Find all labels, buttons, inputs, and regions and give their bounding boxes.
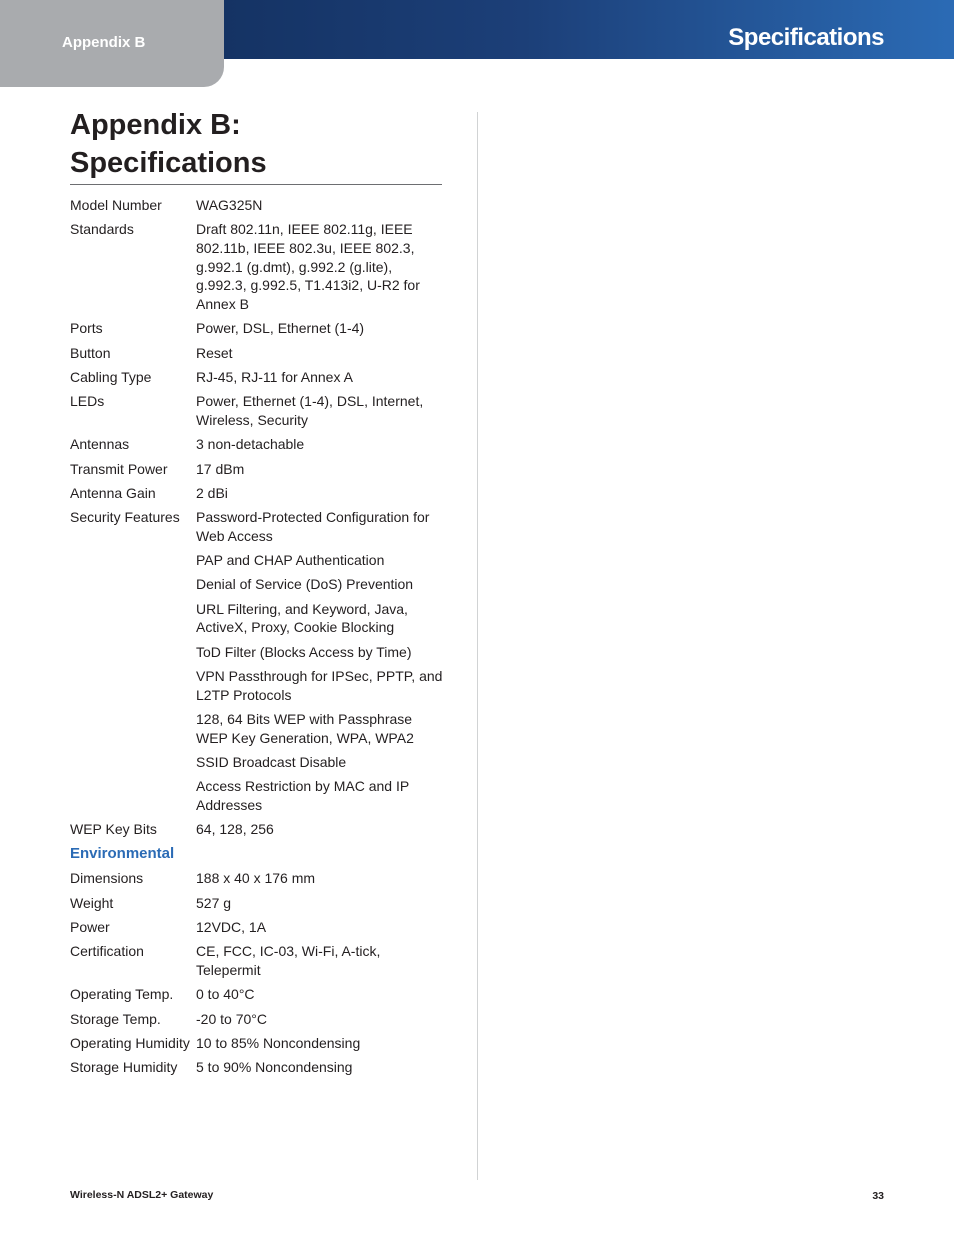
spec-values bbox=[196, 344, 446, 363]
spec-row bbox=[70, 484, 446, 503]
spec-label: Antennas bbox=[70, 436, 130, 453]
spec-value: WAG325N bbox=[196, 197, 263, 213]
spec-values bbox=[196, 942, 446, 979]
spec-row bbox=[70, 392, 446, 429]
spec-value: 3 non-detachable bbox=[196, 436, 305, 453]
spec-row bbox=[70, 820, 446, 839]
spec-label: WEP Key Bits bbox=[70, 821, 157, 838]
spec-value: 17 dBm bbox=[196, 460, 245, 477]
section-tab bbox=[0, 0, 224, 87]
spec-row bbox=[70, 435, 446, 454]
spec-value: Reset bbox=[196, 344, 233, 361]
spec-label: Weight bbox=[70, 894, 114, 911]
spec-row bbox=[70, 319, 446, 338]
spec-values bbox=[196, 869, 446, 888]
spec-row bbox=[70, 894, 446, 913]
spec-value: Denial of Service (DoS) Prevention bbox=[196, 576, 414, 593]
spec-row bbox=[70, 1058, 446, 1077]
spec-value: 188 x 40 x 176 mm bbox=[196, 870, 316, 887]
spec-value: RJ-45, RJ-11 for Annex A bbox=[196, 369, 353, 385]
spec-label: Transmit Power bbox=[70, 460, 168, 477]
spec-label: Operating Temp. bbox=[70, 986, 174, 1003]
spec-row bbox=[70, 508, 446, 815]
specifications-table bbox=[70, 196, 446, 1082]
spec-value: 5 to 90% Noncondensing bbox=[196, 1059, 353, 1076]
spec-value: 2 dBi bbox=[196, 484, 228, 501]
spec-value: 0 to 40°C bbox=[196, 986, 255, 1003]
spec-values bbox=[196, 1010, 446, 1029]
spec-label: Cabling Type bbox=[70, 369, 152, 385]
footer-page-number: 33 bbox=[872, 1190, 884, 1202]
spec-row bbox=[70, 942, 446, 979]
spec-row bbox=[70, 1034, 446, 1053]
spec-values bbox=[196, 820, 446, 839]
spec-value: SSID Broadcast Disable bbox=[196, 754, 347, 771]
spec-value: Draft 802.11n, IEEE 802.11g, IEEE 802.11b, IEEE 802.3u, IEEE 802.3, g.992.1 (g.dmt), g.992.2 (g.lite), g.992.3, g.992.5, T1.413i2, U-R2 for Annex B bbox=[196, 221, 420, 313]
spec-value: Power, Ethernet (1-4), DSL, Internet, Wireless, Security bbox=[196, 393, 424, 428]
spec-label: Dimensions bbox=[70, 870, 144, 887]
spec-row bbox=[70, 220, 446, 314]
spec-row bbox=[70, 869, 446, 888]
spec-label: Operating Humidity bbox=[70, 1034, 190, 1051]
spec-row bbox=[70, 460, 446, 479]
environmental-rows bbox=[70, 869, 446, 1076]
spec-label: Security Features bbox=[70, 509, 180, 526]
page-title-line2: Specifications bbox=[70, 147, 267, 179]
spec-values bbox=[196, 196, 446, 215]
spec-value: 64, 128, 256 bbox=[196, 821, 274, 838]
spec-rows bbox=[70, 196, 446, 839]
spec-label: LEDs bbox=[70, 393, 105, 410]
spec-row bbox=[70, 1010, 446, 1029]
spec-value: PAP and CHAP Authentication bbox=[196, 552, 385, 569]
spec-values bbox=[196, 392, 446, 429]
spec-value: CE, FCC, IC-03, Wi-Fi, A-tick, Telepermit bbox=[196, 943, 381, 978]
spec-values bbox=[196, 894, 446, 913]
page-title bbox=[70, 106, 442, 185]
spec-value: Power, DSL, Ethernet (1-4) bbox=[196, 320, 365, 337]
spec-row bbox=[70, 344, 446, 363]
spec-row bbox=[70, 368, 446, 387]
spec-values bbox=[196, 460, 446, 479]
environmental-heading: Environmental bbox=[70, 844, 175, 862]
spec-value: -20 to 70°C bbox=[196, 1010, 267, 1027]
spec-label: Model Number bbox=[70, 197, 162, 213]
spec-row bbox=[70, 985, 446, 1004]
page-title-line1: Appendix B: bbox=[70, 109, 241, 141]
footer-product-name: Wireless-N ADSL2+ Gateway bbox=[70, 1189, 214, 1201]
spec-values bbox=[196, 1034, 446, 1053]
spec-value: VPN Passthrough for IPSec, PPTP, and L2TP Protocols bbox=[196, 668, 443, 703]
spec-label: Power bbox=[70, 918, 110, 935]
spec-label: Certification bbox=[70, 943, 144, 960]
spec-label: Button bbox=[70, 344, 111, 361]
spec-label: Storage Humidity bbox=[70, 1059, 178, 1076]
spec-label: Antenna Gain bbox=[70, 484, 156, 501]
spec-values bbox=[196, 508, 446, 815]
spec-value: 128, 64 Bits WEP with Passphrase WEP Key Generation, WPA, WPA2 bbox=[196, 711, 414, 746]
spec-label: Ports bbox=[70, 320, 103, 337]
header-title: Specifications bbox=[728, 24, 884, 51]
spec-value: 12VDC, 1A bbox=[196, 918, 267, 935]
spec-values bbox=[196, 220, 446, 314]
spec-values bbox=[196, 918, 446, 937]
spec-label: Storage Temp. bbox=[70, 1010, 161, 1027]
spec-value: ToD Filter (Blocks Access by Time) bbox=[196, 643, 412, 660]
spec-values bbox=[196, 319, 446, 338]
spec-values bbox=[196, 1058, 446, 1077]
spec-values bbox=[196, 368, 446, 387]
spec-value: URL Filtering, and Keyword, Java, ActiveX, Proxy, Cookie Blocking bbox=[196, 600, 408, 636]
spec-value: 527 g bbox=[196, 894, 232, 911]
spec-values bbox=[196, 484, 446, 503]
spec-values bbox=[196, 435, 446, 454]
spec-values bbox=[196, 985, 446, 1004]
spec-label: Standards bbox=[70, 221, 134, 238]
spec-value: Password-Protected Configuration for Web Access bbox=[196, 509, 430, 544]
spec-row bbox=[70, 918, 446, 937]
spec-value: Access Restriction by MAC and IP Addresses bbox=[196, 778, 409, 814]
spec-value: 10 to 85% Noncondensing bbox=[196, 1034, 361, 1051]
column-divider bbox=[477, 112, 478, 1180]
section-tab-label: Appendix B bbox=[62, 34, 146, 51]
spec-row bbox=[70, 196, 446, 215]
